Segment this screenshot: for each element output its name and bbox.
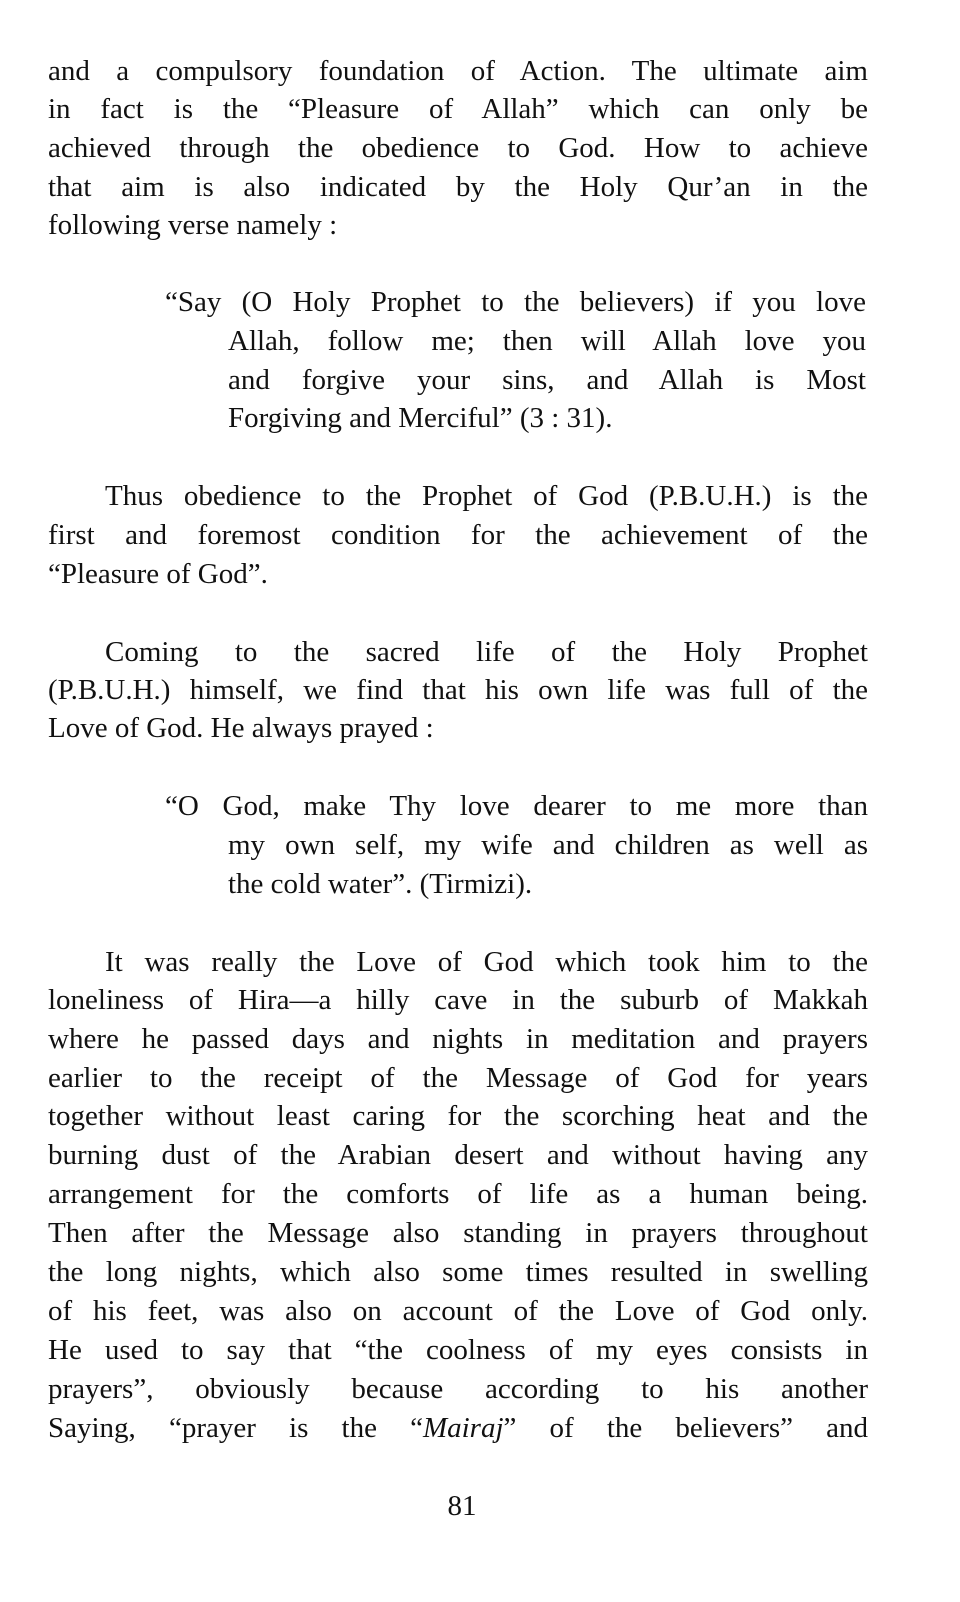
text-line: He used to say that “the coolness of my eyes consists in (48, 1334, 868, 1366)
text-line: burning dust of the Arabian desert and without having any (48, 1139, 868, 1171)
text-line: “O God, make Thy love dearer to me more than (165, 790, 868, 822)
italic-term: Mairaj (422, 1412, 504, 1444)
text-line: and forgive your sins, and Allah is Most (228, 364, 866, 396)
text-line: Forgiving and Merciful” (3 : 31). (228, 402, 613, 434)
page-number: 81 (447, 1490, 477, 1522)
text-line: “Say (O Holy Prophet to the believers) if you love (165, 286, 866, 318)
text-line: and a compulsory foundation of Action. The ultimate aim (48, 55, 868, 87)
text-segment: Saying, “prayer is the “ (48, 1412, 423, 1444)
text-line: that aim is also indicated by the Holy Qur’an in the (48, 171, 868, 203)
text-line: (P.B.U.H.) himself, we find that his own life was full of the (48, 674, 868, 706)
text-line (48, 1409, 868, 1448)
text-line: in fact is the “Pleasure of Allah” which can only be (48, 93, 868, 125)
text-line: Love of God. He always prayed : (48, 712, 434, 744)
text-line: of his feet, was also on account of the Love of God only. (48, 1295, 868, 1327)
text-line: Allah, follow me; then will Allah love you (228, 325, 866, 357)
text-line: Thus obedience to the Prophet of God (P.B.U.H.) is the (105, 480, 868, 512)
text-line: the long nights, which also some times resulted in swelling (48, 1256, 868, 1288)
text-line: my own self, my wife and children as well as (228, 829, 868, 861)
text-line: It was really the Love of God which took him to the (105, 946, 868, 978)
text-line: Then after the Message also standing in prayers throughout (48, 1217, 868, 1249)
text-line: together without least caring for the scorching heat and the (48, 1100, 868, 1132)
text-line: Coming to the sacred life of the Holy Prophet (105, 636, 868, 668)
text-line: first and foremost condition for the achievement of the (48, 519, 868, 551)
text-line: where he passed days and nights in meditation and prayers (48, 1023, 868, 1055)
text-line: arrangement for the comforts of life as a human being. (48, 1178, 868, 1210)
text-line: earlier to the receipt of the Message of God for years (48, 1062, 868, 1094)
text-line: the cold water”. (Tirmizi). (228, 868, 533, 900)
text-line: following verse namely : (48, 209, 338, 241)
text-line: prayers”, obviously because according to his another (48, 1373, 868, 1405)
text-line: loneliness of Hira—a hilly cave in the suburb of Makkah (48, 984, 868, 1016)
text-line: “Pleasure of God”. (48, 558, 268, 590)
text-segment: ” of the believers” and (503, 1412, 868, 1444)
text-line: achieved through the obedience to God. How to achieve (48, 132, 868, 164)
